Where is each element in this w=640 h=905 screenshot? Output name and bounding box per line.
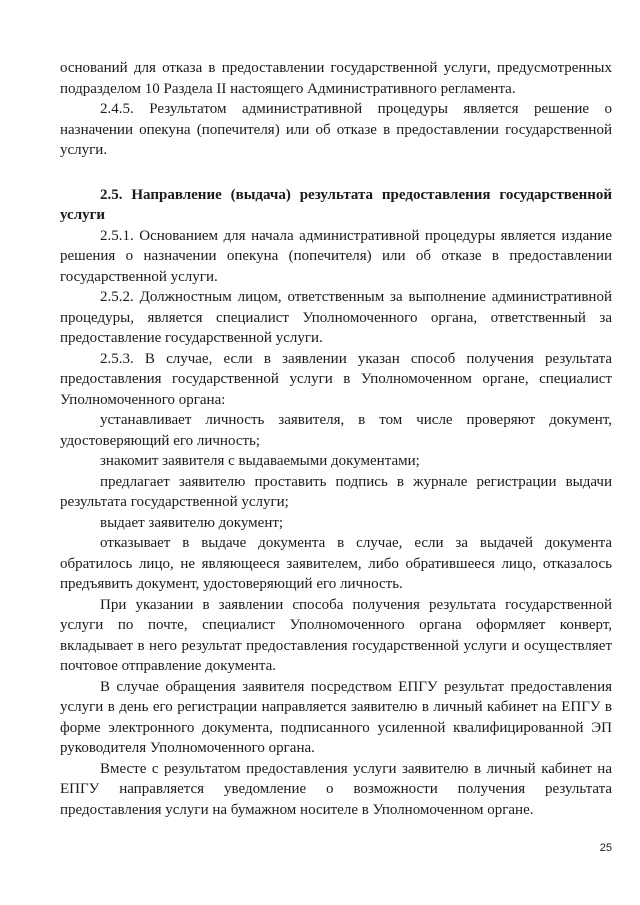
list-item: предлагает заявителю проставить подпись в журнале регистрации выдачи результата государственной услуги; [60, 473, 612, 510]
paragraph: оснований для отказа в предоставлении государственной услуги, предусмотренных подразделом 10 Раздела II настоящего Административного регламента. [60, 60, 612, 97]
paragraph: 2.5.2. Должностным лицом, ответственным за выполнение административной процедуры, является специалист Уполномоченного органа, ответственный за предоставление государственной услуги. [60, 289, 612, 346]
list-item: выдает заявителю документ; [100, 514, 284, 531]
paragraph: При указании в заявлении способа получения результата государственной услуги по почте, специалист Уполномоченного органа оформляет конверт, вкладывает в него результат предоставления государственной услуги и осуществляет почтовое отправление документа. [60, 596, 612, 674]
section-heading: 2.5. Направление (выдача) результата предоставления государственной услуги [60, 186, 612, 223]
paragraph: Вместе с результатом предоставления услуги заявителю в личный кабинет на ЕПГУ направляется уведомление о возможности получения результата предоставления услуги на бумажном носителе в Уполномоченном органе. [60, 760, 612, 818]
list-item: знакомит заявителя с выдаваемыми документами; [100, 453, 420, 469]
page-number: 25 [599, 842, 612, 854]
list-item: отказывает в выдаче документа в случае, если за выдачей документа обратилось лицо, не являющееся заявителем, либо обратившееся лицо, отказалось предъявить документ, удостоверяющий его личность. [60, 535, 612, 592]
paragraph: 2.4.5. Результатом административной процедуры является решение о назначении опекуна (попечителя) или об отказе в предоставлении государственной услуги. [60, 101, 612, 158]
page-body [60, 58, 612, 820]
paragraph: 2.5.3. В случае, если в заявлении указан способ получения результата предоставления государственной услуги в Уполномоченном органе, специалист Уполномоченного органа: [60, 350, 612, 408]
paragraph: В случае обращения заявителя посредством ЕПГУ результат предоставления услуги в день его регистрации направляется заявителю в личный кабинет на ЕПГУ в форме электронного документа, подписанного усиленной квалифицированной ЭП руководителя Уполномоченного органа. [60, 678, 612, 756]
paragraph: 2.5.1. Основанием для начала административной процедуры является издание решения о назначении опекуна (попечителя) или об отказе в предоставлении государственной услуги. [60, 227, 612, 285]
section-spacer [60, 161, 612, 185]
list-item: устанавливает личность заявителя, в том числе проверяют документ, удостоверяющий его личность; [60, 412, 612, 449]
